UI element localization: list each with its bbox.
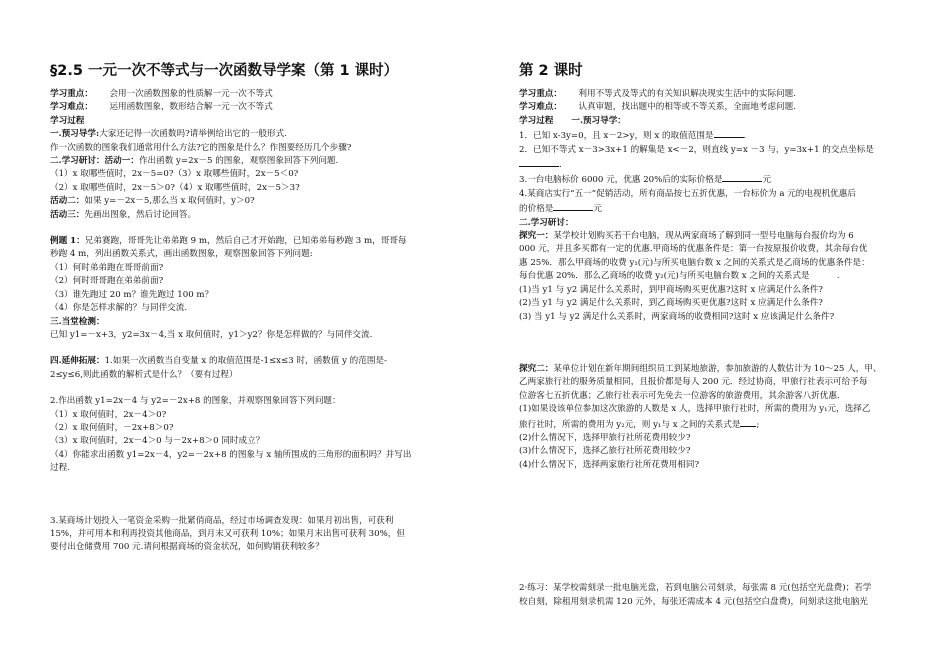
focus-text: 会用一次函数图象的性质解一元一次不等式: [109, 89, 273, 99]
focus-text-2: 利用不等式及等式的有关知识解决现实生活中的实际问题.: [578, 89, 796, 99]
exercise-2-line-2: 校自刻，除租用刻录机需 120 元外，每张还需成本 4 元(包括空白盘费)，问刻录这批电脑光: [519, 596, 868, 607]
preview-question-2: 2．已知不等式 x－3>3x+1 的解集是 x<－2，则直线 y=x －3 与，y=3x+1 的交点坐标是: [519, 144, 874, 155]
inquiry-1-question-3: (3) 当 y1 与 y2 满足什么关系时，两家商场的收费相同?这时 x 应该满足什么条件?: [519, 311, 835, 322]
preview-label-2: 一.预习导学：: [571, 115, 626, 126]
difficulty-line: [50, 101, 480, 114]
difficulty-label: 学习难点：: [50, 102, 93, 113]
question-1-3: （1）x 取哪些值时，2x－5=0?（3）x 取哪些值时，2x－5＜0?: [50, 169, 299, 180]
inquiry-2-line-3: 位游客七五折优惠；乙旅行社表示可先免去一位游客的旅游费用，其余游客八折优惠．: [519, 390, 846, 401]
check-text: 已知 y1=－x+3，y2=3x－4,当 x 取何值时，y1＞y2？你是怎样做的？与同伴交流.: [50, 329, 373, 340]
inquiry-2-question-2: (2)什么情况下，选择甲旅行社所花费用较少?: [519, 432, 691, 443]
research-text: 作出函数 y=2x－5 的图象，观察图象回答下列问题.: [138, 156, 339, 167]
difficulty-label-2: 学习难点：: [519, 102, 562, 113]
research-label: 二.学习研讨：活动一：: [50, 156, 139, 167]
preview-question-1-end: .: [743, 131, 747, 142]
activity-2: [50, 195, 480, 208]
preview-question-3-text: 3.一台电脑标价 6000 元，优惠 20%后的实际价格是: [519, 175, 723, 186]
inquiry-1-label: 探究一：: [519, 231, 554, 242]
lesson-1-column: [50, 0, 480, 671]
inquiry-2-question-3: (3)什么情况下，选择乙旅行社所花费用较少?: [519, 446, 691, 457]
lesson-1-title: §2.5 一元一次不等式与一次函数导学案（第 1 课时）: [50, 63, 399, 79]
inquiry-2-question-1: (1)如果设该单位参加这次旅游的人数是 x 人，选择甲旅行社时，所需的费用为 y₁元，选择乙: [519, 404, 871, 415]
answer-blank[interactable]: [714, 128, 744, 138]
preview-question-3: [519, 172, 949, 187]
preview-question-2-end: .: [559, 160, 562, 171]
lesson-2-title: 第 2 课时: [519, 63, 583, 79]
inquiry-1-line-1: [519, 230, 949, 243]
preview-question-3-unit: 元: [762, 175, 772, 186]
activity-3-text: 先画出图象，然后讨论回答。: [84, 209, 197, 220]
research-heading-2: 二.学习研讨：: [519, 217, 574, 228]
preview-question-1-text: 1．已知 x-3y=0，且 x－2>y，则 x 的取值范围是: [519, 131, 714, 142]
check-heading: 三.当堂检测：: [50, 316, 105, 327]
focus-line-2: [519, 88, 949, 101]
inquiry-2-question-4: (4)什么情况下，选择两家旅行社所花费用相同?: [519, 459, 700, 470]
activity-3-label: 活动三：: [50, 209, 85, 220]
focus-label-2: 学习重点：: [519, 89, 562, 99]
difficulty-text-2: 认真审题，找出题中的相等或不等关系，全面地考虑问题.: [578, 102, 796, 113]
extension-2-question-2: （2）x 取何值时，－2x+8＞0?: [50, 422, 174, 433]
inquiry-1-question-2: (2)当 y1 与 y2 满足什么关系时，到乙商场购买更优惠?这时 x 应满足什么条件?: [519, 298, 823, 309]
difficulty-line-2: [519, 101, 949, 114]
difficulty-text: 运用函数图象，数形结合解一元一次不等式: [109, 102, 273, 113]
extension-2-question-1: （1）x 取何值时，2x－4＞0?: [50, 409, 167, 420]
preview-question-1: [519, 128, 949, 143]
extension-label: 四.延伸拓展：: [50, 356, 105, 367]
inquiry-2-question-1-cont: [519, 417, 949, 432]
activity-2-text: 如果 y=－2x－5,那么当 x 取何值时，y＞0?: [84, 196, 255, 207]
inquiry-2-question-1-end: ;: [756, 419, 760, 430]
lesson-2-column: [519, 0, 949, 671]
example-1-question-2: （2）何时哥哥跑在弟弟前面?: [50, 276, 164, 287]
inquiry-2-label: 探究二：: [519, 363, 554, 374]
process-line-2: [519, 115, 949, 128]
extension-3-line-3: 要付出仓储费用 700 元.请问根据商场的资金状况，如何购销获利较多？: [50, 542, 324, 553]
example-1-question-4: （4）你是怎样求解的？与同伴交流.: [50, 303, 188, 314]
extension-line-1: [50, 355, 480, 368]
extension-3-line-2: 15%，并可用本和利再投资其他商品，到月末又可获利 10%；如果月末出售可获利 30%，但: [50, 528, 405, 539]
extension-2-question-4-cont: 过程.: [50, 463, 70, 474]
inquiry-2-line-1: [519, 363, 949, 376]
inquiry-1-line-2: 000 元，并且多买都有一定的优惠.甲商场的优惠条件是：第一台按原报价收费，其余每台优: [519, 244, 868, 255]
answer-blank[interactable]: [740, 417, 756, 427]
example-1-question-3: （3）谁先跑过 20 m？谁先跑过 100 m？: [50, 289, 214, 300]
question-2-4: （2）x 取哪些值时，2x－5＞0?（4）x 取哪些值时，2x－5＞3?: [50, 182, 300, 193]
preview-line-2: 作一次函数的图象我们通常用什么方法?它的图象是什么？作图要经历几个步骤?: [50, 142, 352, 153]
example-1-question-1: （1）何时弟弟跑在哥哥前面?: [50, 262, 164, 273]
preview-question-4-unit: 元: [593, 204, 602, 215]
exercise-2-line-1: 2·练习：某学校需刻录一批电脑光盘，若到电脑公司刻录，每张需 8 元(包括空光盘费)；若学: [519, 583, 872, 594]
preview-text: 大家还记得一次函数吗?请举例给出它的一般形式.: [99, 129, 287, 140]
research-line: [50, 155, 480, 168]
process-label-2: 学习过程: [519, 115, 554, 126]
example-1-line-1: [50, 235, 480, 248]
example-1-text: 兄弟赛跑，哥哥先让弟弟跑 9 m，然后自己才开始跑，已知弟弟每秒跑 3 m，哥哥每: [84, 236, 407, 247]
inquiry-1-text: 某学校计划购买若干台电脑，现从两家商场了解到同一型号电脑每台报价均为 6: [553, 231, 854, 242]
inquiry-1-question-1: (1)当 y1 与 y2 满足什么关系时，到甲商场购买更优惠?这时 x 应满足什么条件?: [519, 284, 823, 295]
preview-question-4-cont: [519, 201, 949, 216]
extension-2-question-3: （3）x 取何值时，2x－4＞0 与－2x+8＞0 同时成立？: [50, 436, 265, 447]
inquiry-1-line-3: 惠 25%．那么甲商场的收费 y₁(元)与所买电脑台数 x 之间的关系式是乙商场的优惠条件是：: [519, 257, 870, 268]
inquiry-1-line-4-end: .: [836, 271, 840, 282]
extension-1-text: 1.如果一次函数当自变量 x 的取值范围是-1≤x≤3 时，函数值 y 的范围是-: [104, 356, 387, 367]
preview-question-4: 4.某商店实行“五一”促销活动，所有商品按七五折优惠，一台标价为 a 元的电视机优惠后: [519, 188, 856, 199]
extension-2-line-1: 2.作出函数 y1=2x－4 与 y2=－2x+8 的图象，并观察图象回答下列问题：: [50, 396, 341, 407]
activity-3: [50, 209, 480, 222]
extension-3-line-1: 3.某商场计划投入一笔资金采购一批紧俏商品，经过市场调查发现：如果月初出售，可获利: [50, 515, 394, 526]
focus-line: [50, 88, 480, 101]
answer-blank[interactable]: [553, 201, 593, 211]
inquiry-2-line-2: 乙两家旅行社的服务质量相同，且报价都是每人 200 元．经过协商，甲旅行社表示可给予每: [519, 377, 868, 388]
example-1-label: 例题 1：: [50, 236, 85, 247]
inquiry-2-text: 某单位计划在新年期间组织员工到某地旅游，参加旅游的人数估计为 10～25 人，甲、: [553, 363, 882, 374]
example-1-line-2: 秒跑 4 m，列出函数关系式，画出函数图象，观察图象回答下列问题:: [50, 249, 313, 260]
extension-line-2: 2≤y≤6,则此函数的解析式是什么？（要有过程）: [50, 369, 238, 380]
activity-2-label: 活动二：: [50, 196, 85, 207]
inquiry-2-question-1-text: 旅行社时，所需的费用为 y₂元，则 y₁与 x 之间的关系式是: [519, 419, 741, 430]
preview-question-4-text: 的价格是: [519, 204, 554, 215]
extension-2-question-4: （4）你能求出函数 y1=2x－4，y2=－2x+8 的图象与 x 轴所围成的三角形的面积吗？并写出: [50, 449, 412, 460]
inquiry-1-line-4: [519, 270, 949, 283]
focus-label: 学习重点：: [50, 89, 93, 99]
answer-blank[interactable]: [722, 172, 762, 182]
inquiry-1-line-4-text: 每台优惠 20%．那么乙商场的收费 y₂(元)与所买电脑台数 x 之间的关系式是: [519, 271, 810, 282]
preview-label: 一.预习导学:: [50, 129, 100, 140]
preview-question-2-cont: [519, 157, 949, 172]
process-heading: 学习过程: [50, 115, 85, 126]
answer-blank[interactable]: [519, 157, 559, 167]
preview-line: [50, 128, 480, 141]
